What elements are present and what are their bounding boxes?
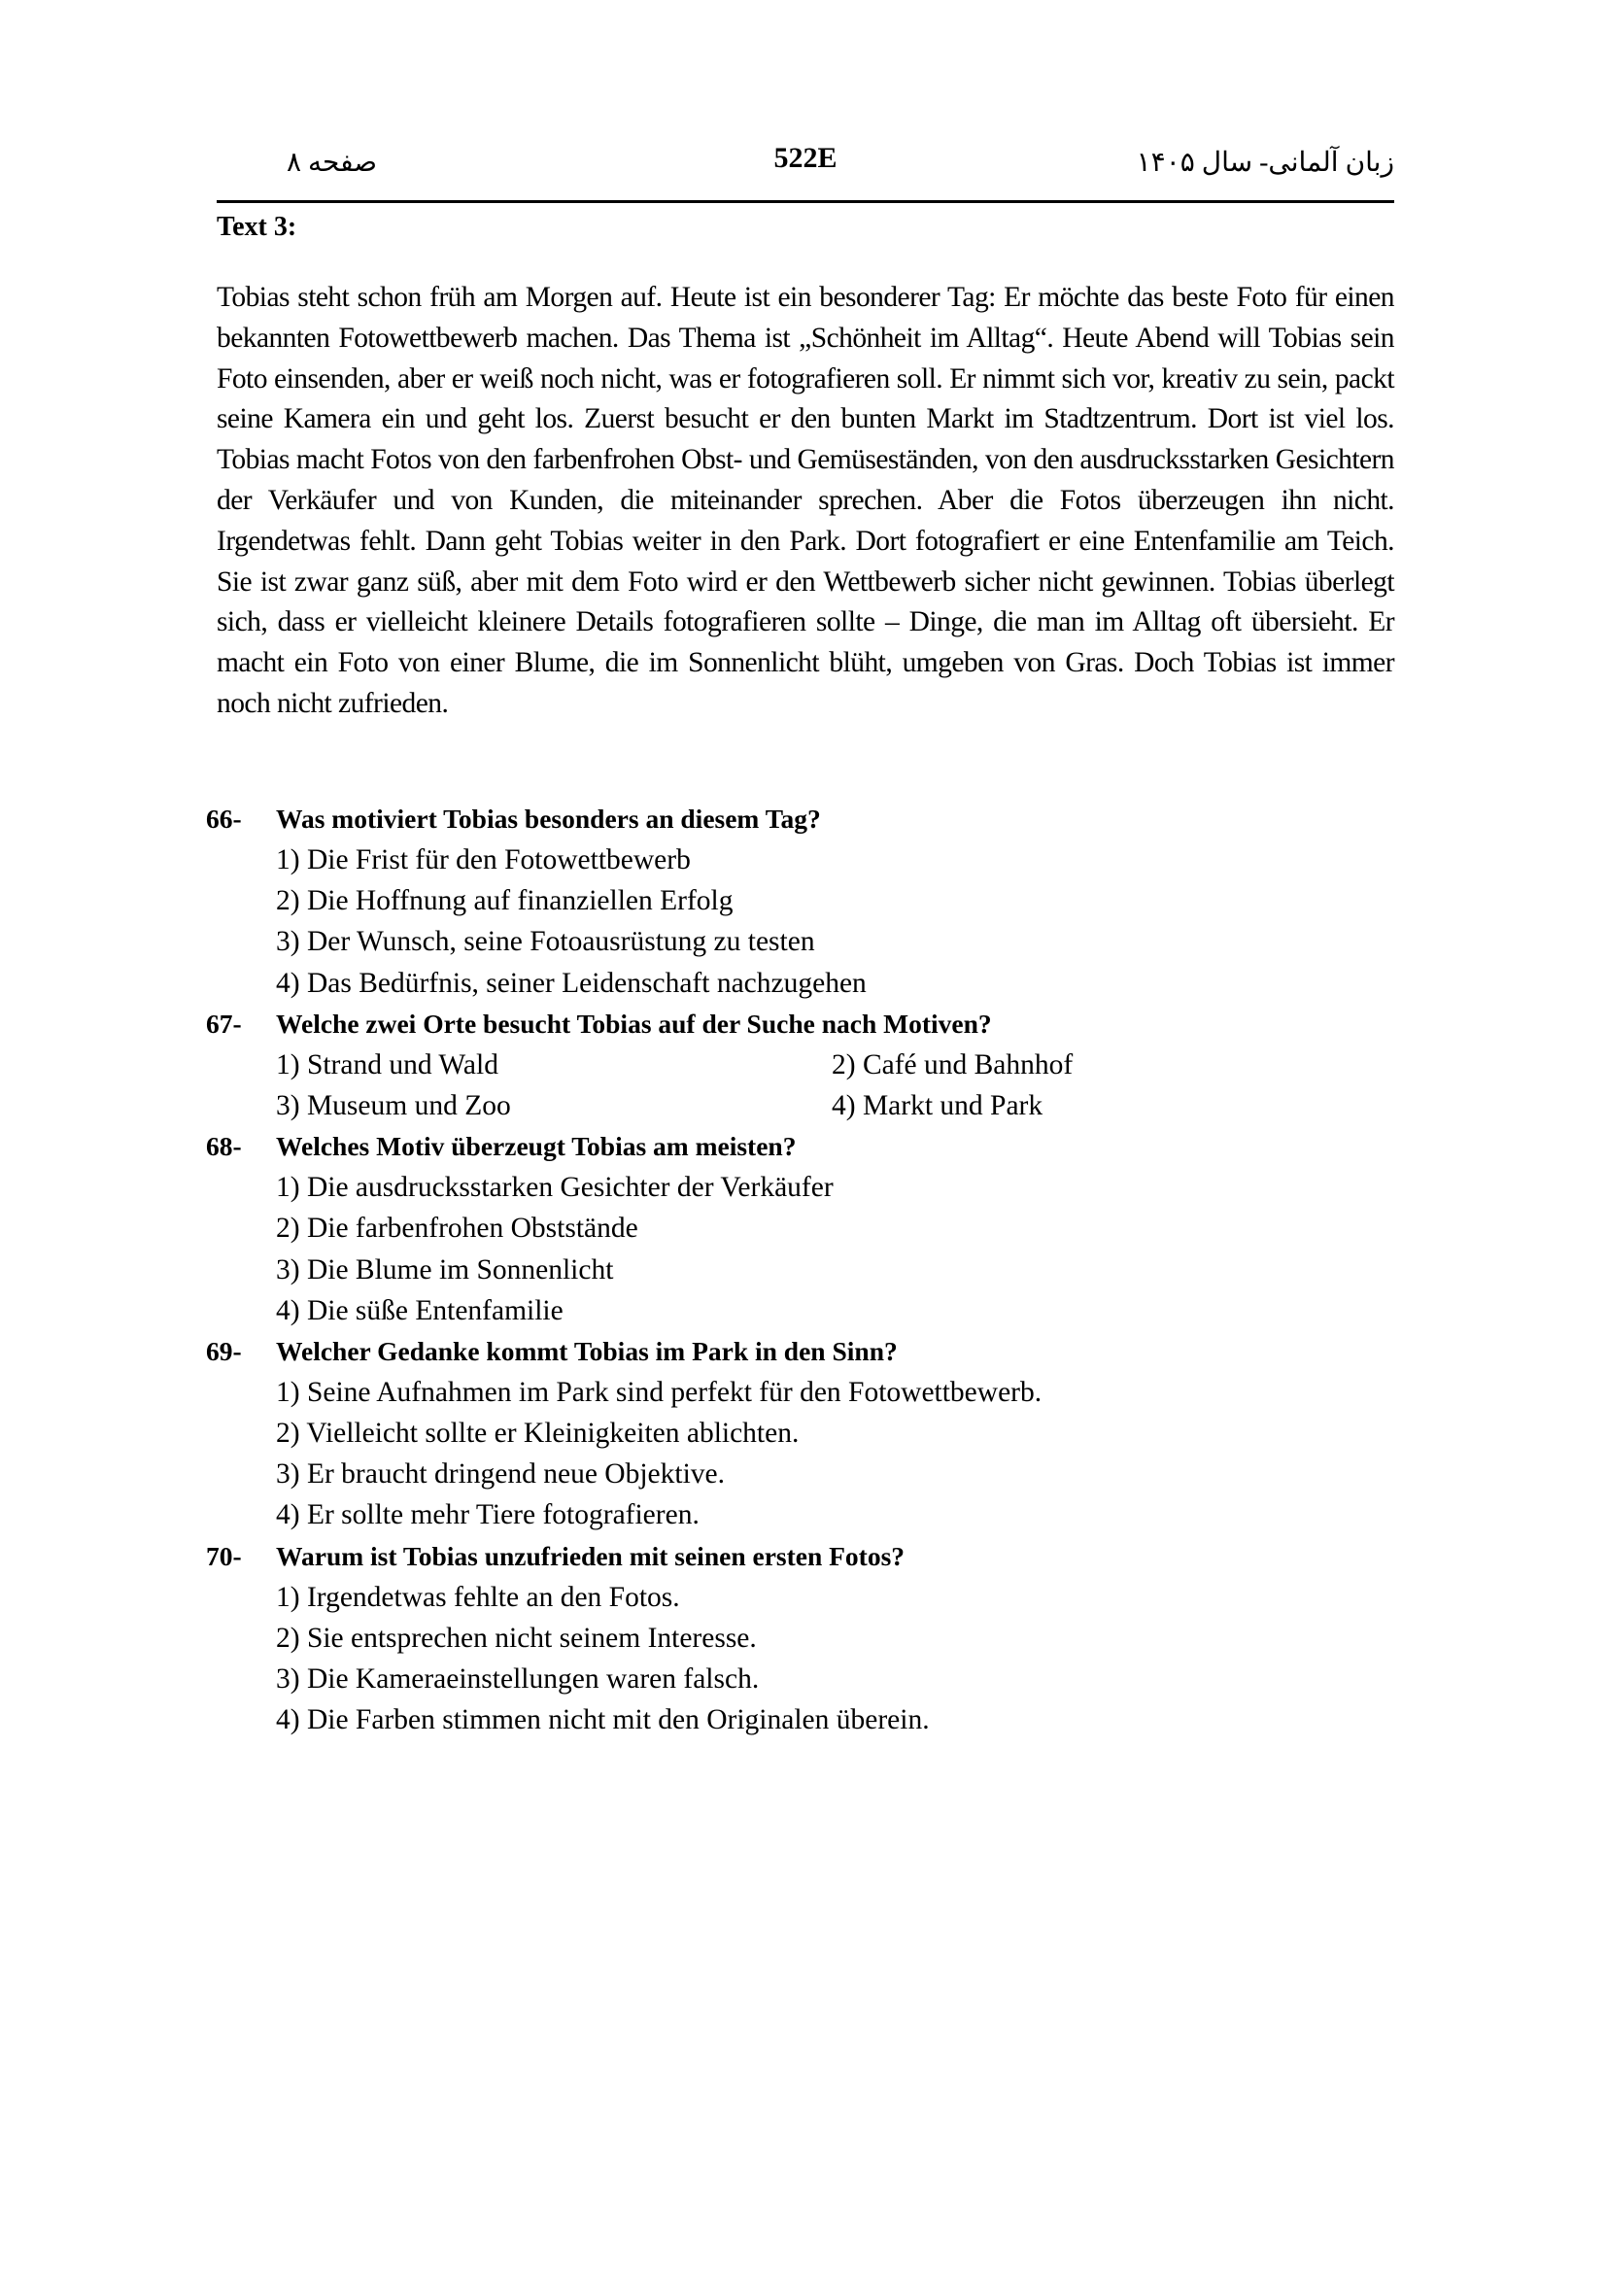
- answer-option: 2) Vielleicht sollte er Kleinigkeiten ablichten.: [276, 1418, 800, 1450]
- answer-option: 2) Sie entsprechen nicht seinem Interesse.: [276, 1622, 757, 1654]
- answer-option: 3) Der Wunsch, seine Fotoausrüstung zu testen: [276, 926, 815, 958]
- question-number: 66-: [206, 804, 242, 834]
- question-stem: [206, 1331, 1401, 1372]
- question-text: Welcher Gedanke kommt Tobias im Park in den Sinn?: [276, 1335, 898, 1366]
- answer-option: 1) Strand und Wald: [276, 1048, 498, 1080]
- answer-option: 4) Die süße Entenfamilie: [276, 1294, 564, 1326]
- answer-option: 3) Museum und Zoo: [276, 1089, 511, 1121]
- reading-passage: Tobias steht schon früh am Morgen auf. Heute ist ein besonderer Tag: Er möchte das beste Foto für einen bekannten Fotowettbewerb machen. Das Thema ist „Schönheit im Alltag“. Heute Abend will Tobias sein Foto einsenden, aber er weiß noch nicht, was er fotografieren soll. Er nimmt sich vor, kreativ zu sein, packt seine Kamera ein und geht los. Zuerst besucht er den bunten Markt im Stadtzentrum. Dort ist viel los. Tobias macht Fotos von den farbenfrohen Obst- und Gemüseständen, von den ausdrucksstarken Gesichtern der Verkäufer und von Kunden, die miteinander sprechen. Aber die Fotos überzeugen ihn nicht. Irgendetwas fehlt. Dann geht Tobias weiter in den Park. Dort fotografiert er eine Entenfamilie am Teich. Sie ist zwar ganz süß, aber mit dem Foto wird er den Wettbewerb sicher nicht gewinnen. Tobias überlegt sich, dass er vielleicht kleinere Details fotografieren sollte – Dinge, die man im Alltag oft übersieht. Er macht ein Foto von einer Blume, die im Sonnenlicht blüht, umgeben von Gras. Doch Tobias ist immer noch nicht zufrieden.: [217, 282, 1394, 719]
- question-number: 70-: [206, 1540, 242, 1571]
- answer-option-grid: [206, 1045, 1401, 1126]
- question-69: [206, 1331, 1401, 1536]
- answer-option: 4) Markt und Park: [832, 1089, 1043, 1121]
- answer-option: 3) Er braucht dringend neue Objektive.: [276, 1458, 726, 1491]
- question-stem: [206, 1536, 1401, 1577]
- answer-option: 2) Die farbenfrohen Obststände: [276, 1213, 638, 1245]
- question-number: 68-: [206, 1131, 242, 1162]
- question-stem: [206, 799, 1401, 840]
- section-title: Text 3:: [217, 212, 297, 242]
- page-number-label: صفحه ۸: [287, 148, 378, 178]
- question-70: [206, 1536, 1401, 1741]
- question-text: Welches Motiv überzeugt Tobias am meisten?: [276, 1131, 797, 1162]
- question-stem: [206, 1004, 1401, 1045]
- question-number: 67-: [206, 1008, 242, 1039]
- exam-title: زبان آلمانی- سال ۱۴۰۵: [1136, 148, 1394, 178]
- question-stem: [206, 1126, 1401, 1167]
- answer-option: 2) Café und Bahnhof: [832, 1048, 1074, 1080]
- question-text: Was motiviert Tobias besonders an diesem Tag?: [276, 804, 821, 834]
- answer-option: 1) Irgendetwas fehlte an den Fotos.: [276, 1581, 680, 1613]
- question-68: [206, 1126, 1401, 1331]
- answer-option: 4) Das Bedürfnis, seiner Leidenschaft nachzugehen: [276, 967, 867, 999]
- question-number: 69-: [206, 1335, 242, 1366]
- page-header: [217, 142, 1394, 185]
- answer-option: 1) Die Frist für den Fotowettbewerb: [276, 844, 691, 875]
- question-66: [206, 799, 1401, 1004]
- question-list: [206, 799, 1401, 1740]
- question-text: Warum ist Tobias unzufrieden mit seinen ersten Fotos?: [276, 1540, 906, 1571]
- question-text: Welche zwei Orte besucht Tobias auf der Suche nach Motiven?: [276, 1008, 992, 1039]
- answer-option: 3) Die Kameraeinstellungen waren falsch.: [276, 1663, 760, 1695]
- exam-code: 522E: [773, 142, 838, 174]
- answer-option: 2) Die Hoffnung auf finanziellen Erfolg: [276, 885, 734, 917]
- header-divider: [217, 200, 1394, 203]
- answer-option: 1) Seine Aufnahmen im Park sind perfekt für den Fotowettbewerb.: [276, 1376, 1043, 1408]
- answer-option: 1) Die ausdrucksstarken Gesichter der Verkäufer: [276, 1172, 834, 1204]
- answer-option: 4) Die Farben stimmen nicht mit den Originalen überein.: [276, 1704, 930, 1736]
- answer-option: 4) Er sollte mehr Tiere fotografieren.: [276, 1499, 700, 1531]
- answer-option: 3) Die Blume im Sonnenlicht: [276, 1253, 614, 1285]
- question-67: [206, 1004, 1401, 1126]
